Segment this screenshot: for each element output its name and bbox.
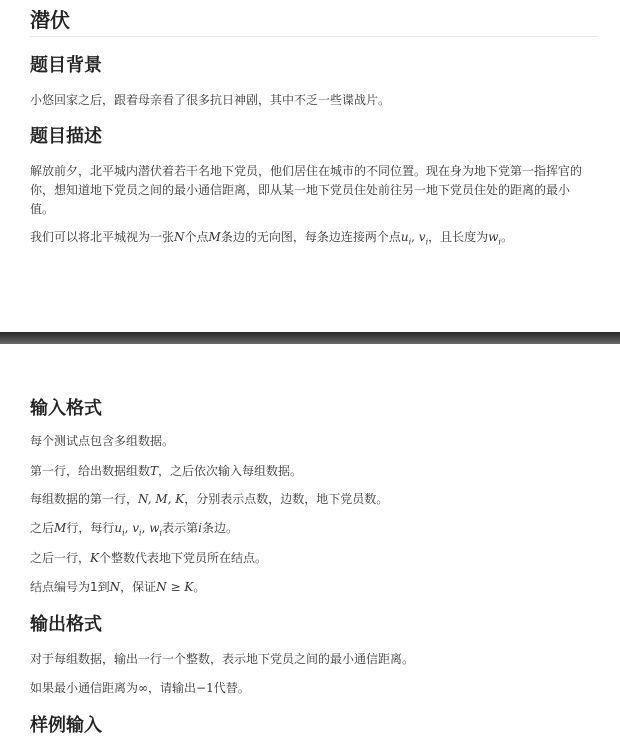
output-format-heading: 输出格式 <box>30 614 102 635</box>
input-line-6: 结点编号为1到N，保证N ≥ K。 <box>30 580 206 594</box>
sample-input-heading: 样例输入 <box>30 715 102 736</box>
background-heading: 题目背景 <box>30 55 102 76</box>
background-text: 小悠回家之后，跟着母亲看了很多抗日神剧，其中不乏一些谍战片。 <box>30 93 391 107</box>
description-paragraph-2: 我们可以将北平城视为一张N个点M条边的无向图，每条边连接两个点$u_i$, $v_i$，且长度为$w_i$。 <box>30 230 513 247</box>
input-line-4: 之后M行，每行$u_i$, $v_i$, $w_i$表示第i条边。 <box>30 521 238 538</box>
title-divider <box>30 36 598 37</box>
page-1 <box>0 0 620 332</box>
output-line-1: 对于每组数据，输出一行一个整数，表示地下党员之间的最小通信距离。 <box>30 652 415 666</box>
input-line-3: 每组数据的第一行，N, M, K，分别表示点数，边数，地下党员数。 <box>30 492 389 506</box>
page-break-divider <box>0 332 620 344</box>
page-title: 潜伏 <box>30 8 70 32</box>
input-line-1: 每个测试点包含多组数据。 <box>30 434 175 448</box>
description-paragraph-1: 解放前夕，北平城内潜伏着若干名地下党员，他们居住在城市的不同位置。现在身为地下党第一指挥官的你，想知道地下党员之间的最小通信距离，即从某一地下党员住处前往另一地下党员住处的距离的最小值。 <box>30 164 583 216</box>
input-format-heading: 输入格式 <box>30 398 102 419</box>
input-line-5: 之后一行，K个整数代表地下党员所在结点。 <box>30 551 267 565</box>
output-line-2: 如果最小通信距离为∞，请输出−1代替。 <box>30 681 250 695</box>
page-2 <box>0 344 620 736</box>
input-line-2: 第一行，给出数据组数T，之后依次输入每组数据。 <box>30 464 303 478</box>
description-heading: 题目描述 <box>30 126 102 147</box>
